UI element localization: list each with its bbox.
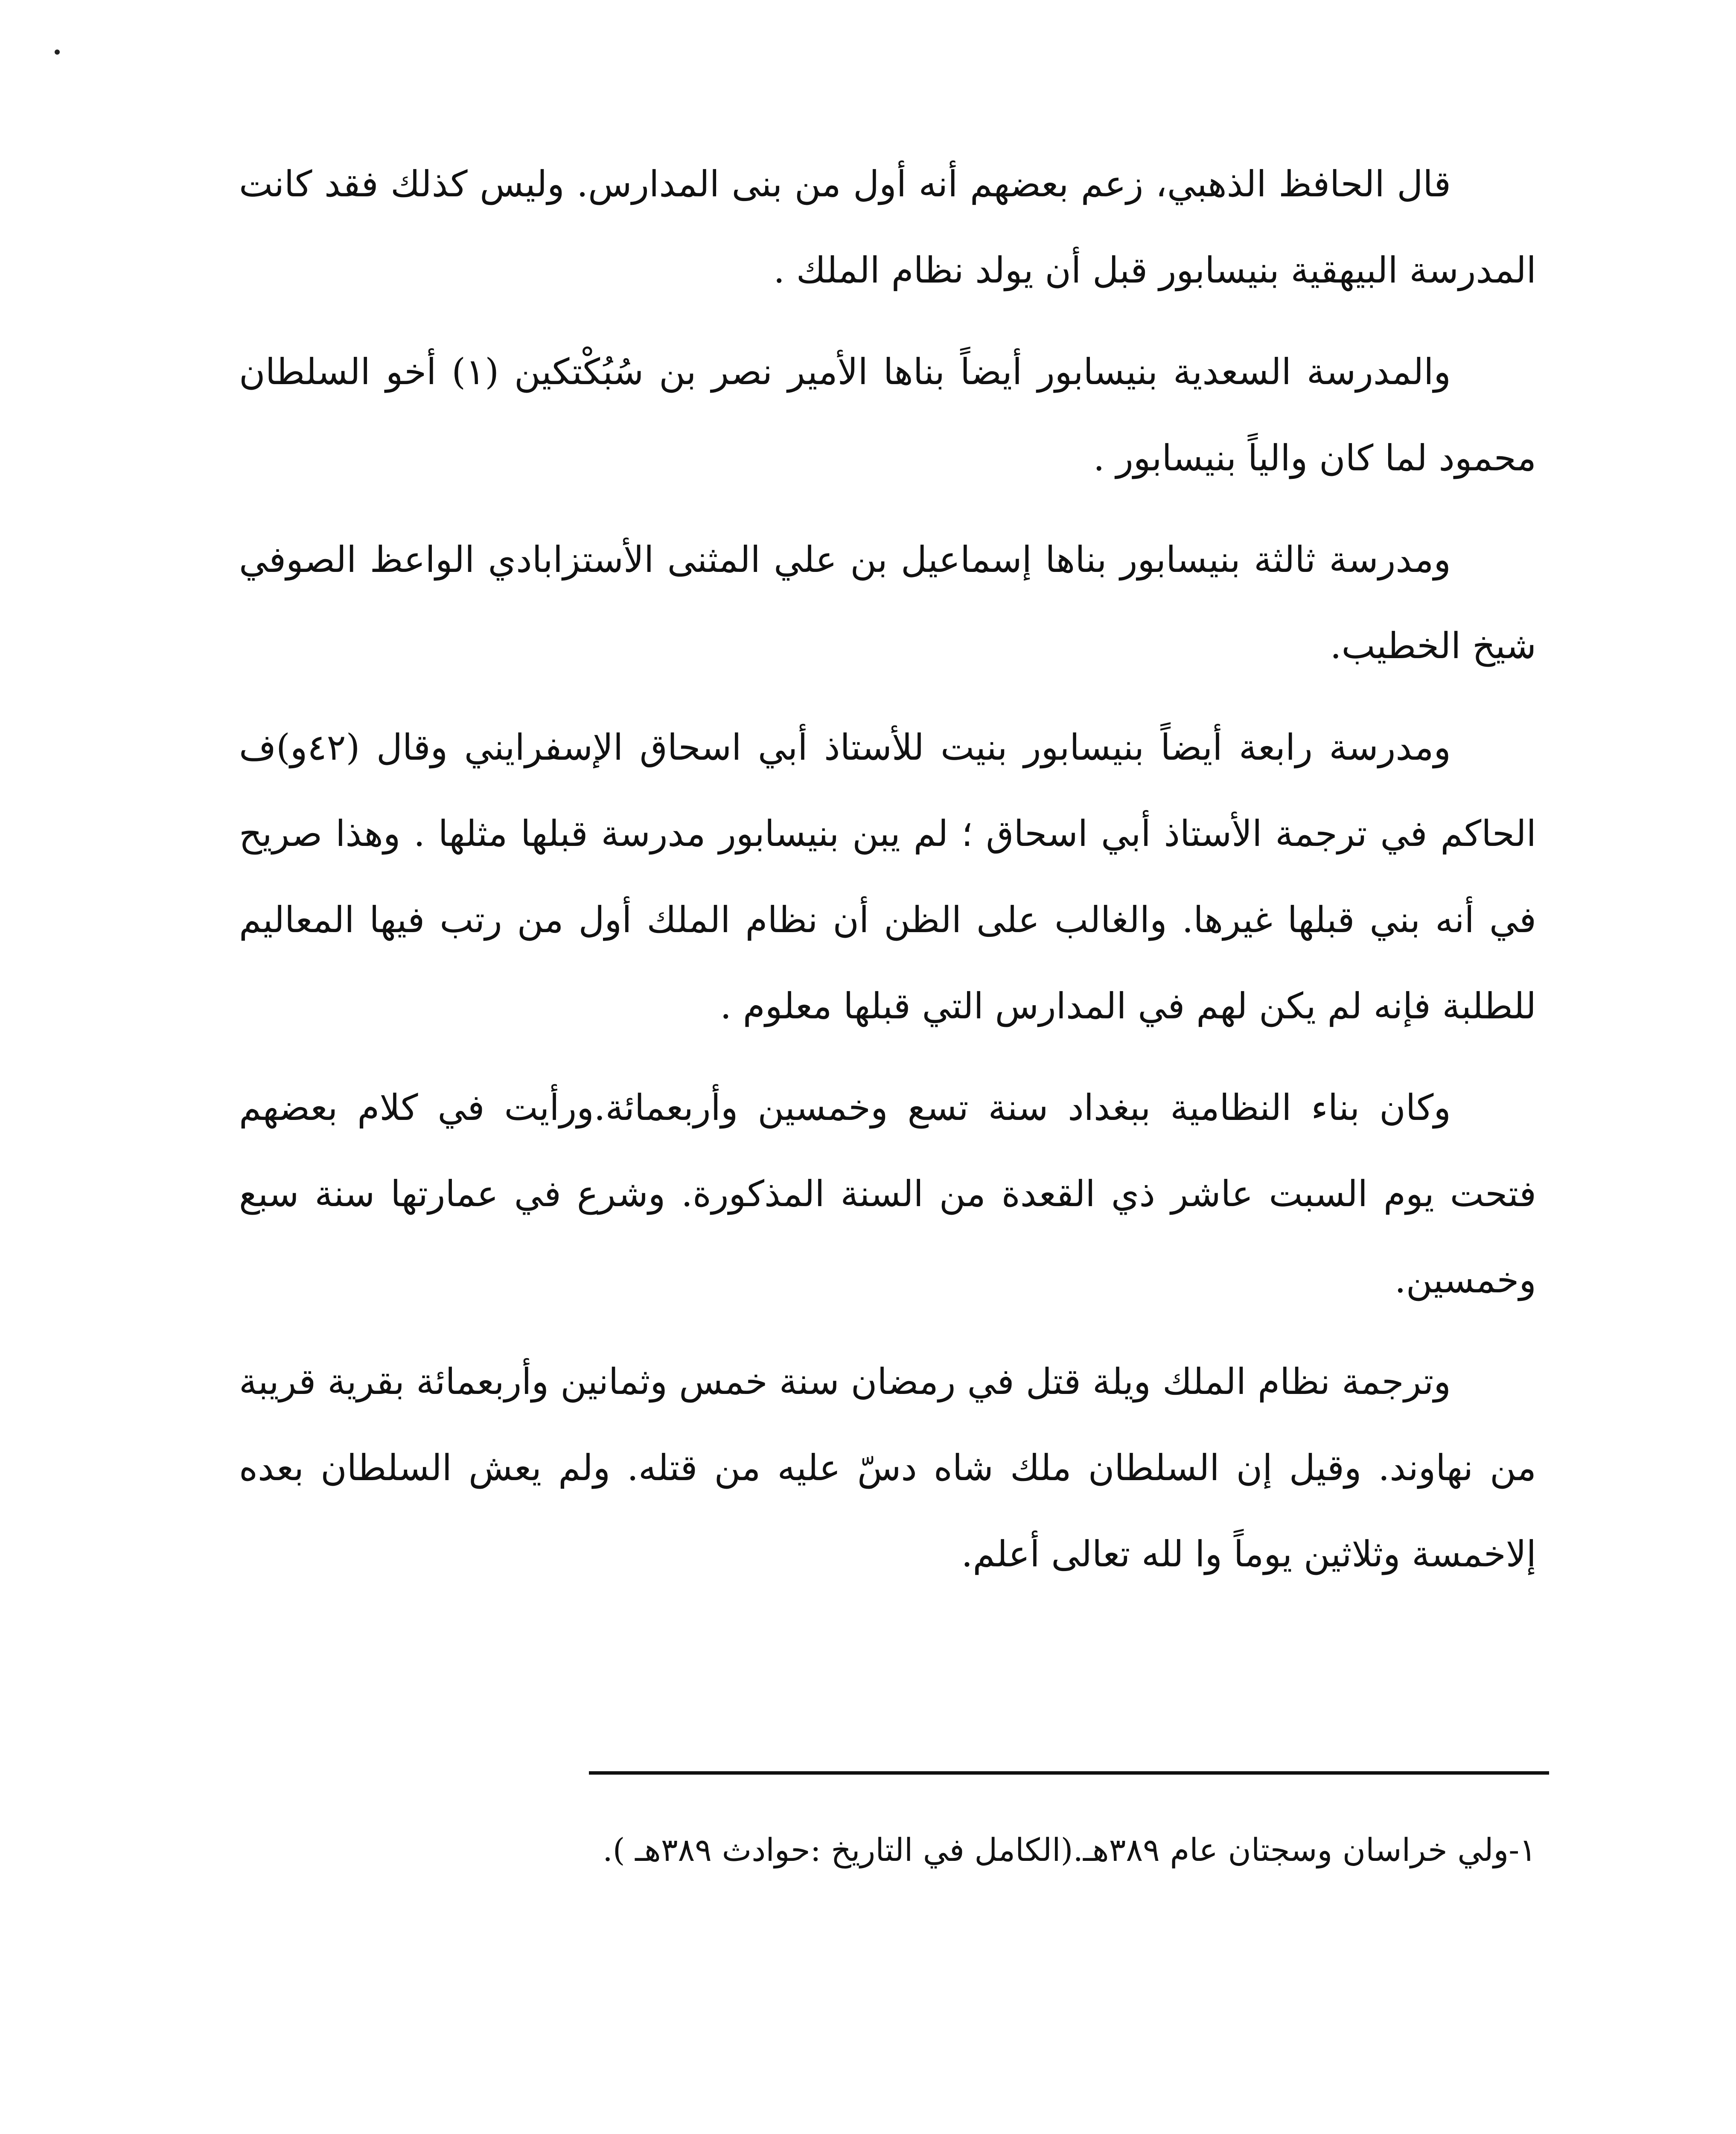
paragraph-1: قال الحافظ الذهبي، زعم بعضهم أنه أول من بنى المدارس. وليس كذلك فقد كانت المدرسة البيهقية بنيسابور قبل أن يولد نظام الملك . (239, 163, 1536, 291)
paragraph-5: وكان بناء النظامية ببغداد سنة تسع وخمسين وأربعمائة.ورأيت في كلام بعضهم فتحت يوم السبت عاشر ذي القعدة من السنة المذكورة. وشرع في عمارتها سنة سبع وخمسين. (239, 1087, 1536, 1301)
paragraph-3: ومدرسة ثالثة بنيسابور بناها إسماعيل بن علي المثنى الأستزابادي الواعظ الصوفي شيخ الخطيب. (239, 539, 1536, 667)
paragraph-2: والمدرسة السعدية بنيسابور أيضاً بناها الأمير نصر بن سُبُكْتكين (١) أخو السلطان محمود لما كان والياً بنيسابور . (239, 351, 1536, 479)
footnote: ١-ولي خراسان وسجتان عام ٣٨٩هـ.(الكامل في التاريخ :حوادث ٣٨٩هـ ). (603, 1832, 1536, 1869)
paragraph-4: ومدرسة رابعة أيضاً بنيسابور بنيت للأستاذ أبي اسحاق الإسفرايني وقال (٤٢و)ف الحاكم في ترجمة الأستاذ أبي اسحاق ؛ لم يبن بنيسابور مدرسة قبلها مثلها . وهذا صريح في أنه بني قبلها غيرها. والغالب على الظن أن نظام الملك أول من رتب فيها المعاليم للطلبة فإنه لم يكن لهم في المدارس التي قبلها معلوم . (239, 726, 1536, 1027)
paragraph-6: وترجمة نظام الملك ويلة قتل في رمضان سنة خمس وثمانين وأربعمائة بقرية قريبة من نهاوند. وقيل إن السلطان ملك شاه دسّ عليه من قتله. ولم يعش السلطان بعده إلاخمسة وثلاثين يوماً وا لله تعالى أعلم. (239, 1361, 1536, 1575)
body-text (239, 141, 1536, 1612)
footnote-divider (589, 1771, 1549, 1775)
scan-speck (55, 50, 60, 55)
